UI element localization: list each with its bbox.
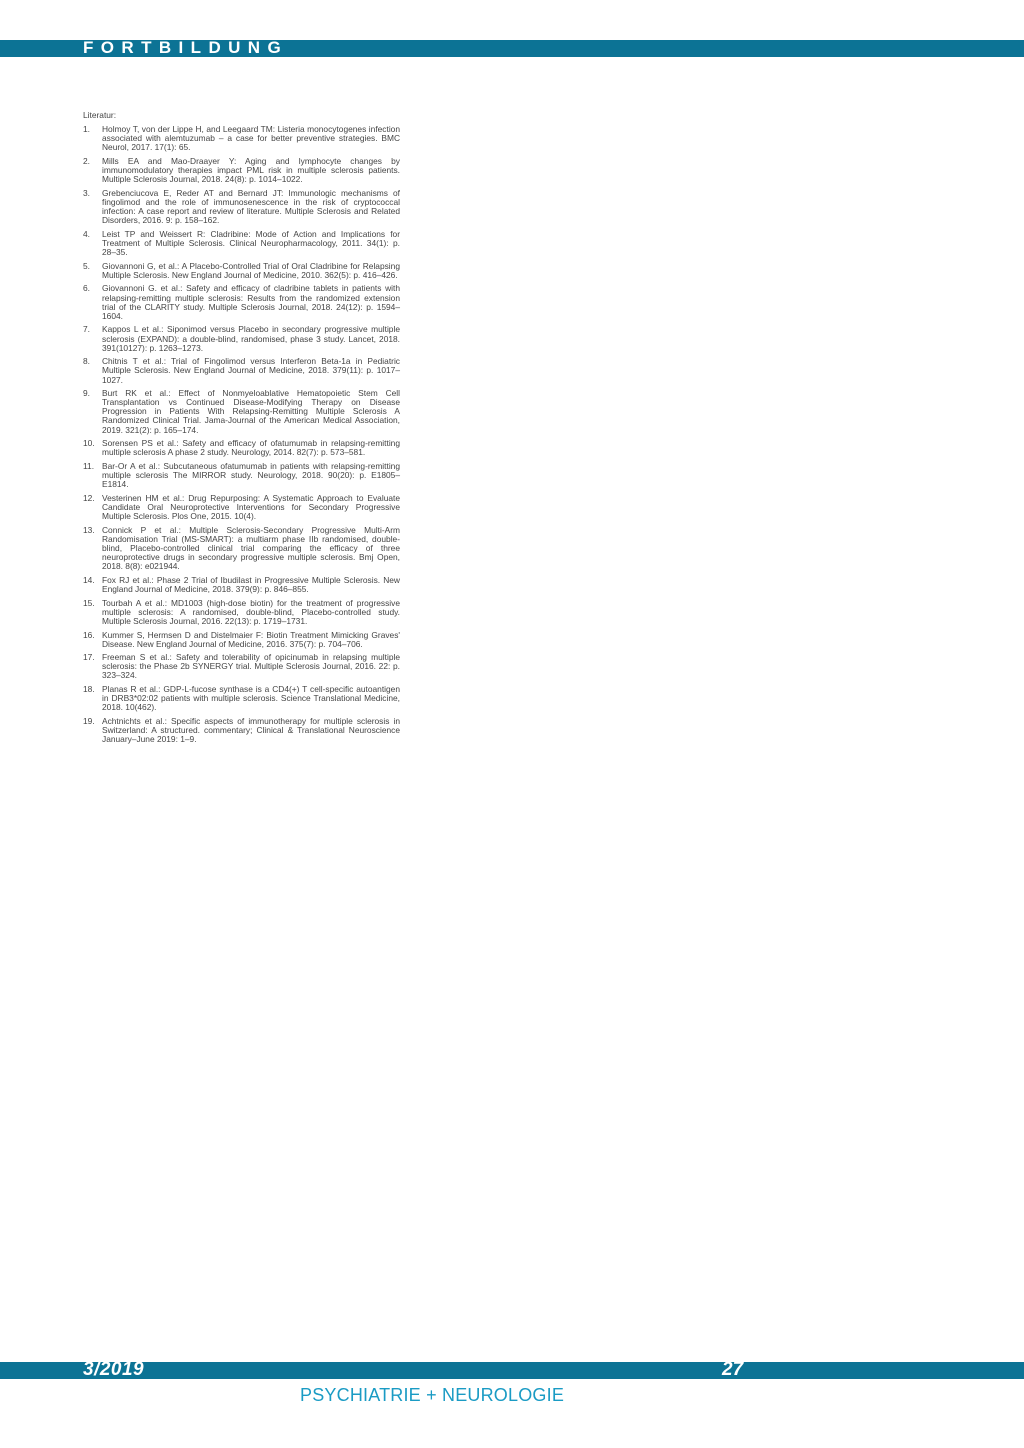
reference-text: Kummer S, Hermsen D and Distelmaier F: Biotin Treatment Mimicking Graves' Disease. New England Journal of Medicine, 2016. 375(7): p. 704–706. <box>102 629 400 649</box>
reference-text: Chitnis T et al.: Trial of Fingolimod versus Interferon Beta-1a in Pediatric Multiple Sclerosis. New England Journal of Medicine, 2018. 379(11): p. 1017–1027. <box>102 356 400 385</box>
reference-number: 14. <box>83 574 95 585</box>
reference-text: Tourbah A et al.: MD1003 (high-dose biotin) for the treatment of progressive multiple sclerosis: A randomised, double-blind, Placebo-controlled study. Multiple Sclerosis Journal, 2016. 22(13): p. 1719–1731. <box>102 597 400 626</box>
reference-item <box>83 189 400 225</box>
reference-item <box>83 717 400 744</box>
reference-number: 1. <box>83 124 90 135</box>
reference-item <box>83 325 400 352</box>
issue-number: 3/2019 <box>83 1359 145 1380</box>
reference-number: 18. <box>83 684 95 695</box>
reference-item <box>83 125 400 152</box>
reference-number: 3. <box>83 187 90 198</box>
reference-text: Achtnichts et al.: Specific aspects of immunotherapy for multiple sclerosis in Switzerland: A structured. commentary; Clinical & Translational Neuroscience January–June 2019: 1–9. <box>102 716 400 745</box>
reference-text: Leist TP and Weissert R: Cladribine: Mode of Action and Implications for Treatment of Multiple Sclerosis. Clinical Neuropharmacology, 2011. 34(1): p. 28–35. <box>102 228 400 257</box>
reference-number: 5. <box>83 260 90 271</box>
page-number: 27 <box>722 1359 744 1380</box>
reference-number: 10. <box>83 438 95 449</box>
reference-text: Mills EA and Mao-Draayer Y: Aging and lymphocyte changes by immunomodulatory therapies impact PML risk in multiple sclerosis patients. Multiple Sclerosis Journal, 2018. 24(8): p. 1014–1022. <box>102 155 400 185</box>
section-title: FORTBILDUNG <box>83 38 289 57</box>
reference-text: Connick P et al.: Multiple Sclerosis-Secondary Progressive Multi-Arm Randomisation Trial (MS-SMART): a multiarm phase IIb randomised, double-blind, Placebo-controlled clinical trial comparing the efficacy of three neuroprotective drugs in secondary progressive multiple sclerosis. Bmj Open, 2018. 8(8): e021944. <box>102 524 400 572</box>
reference-text: Freeman S et al.: Safety and tolerability of opicinumab in relapsing multiple sclerosis: the Phase 2b SYNERGY trial. Multiple Sclerosis Journal, 2016. 22: p. 323–324. <box>102 652 400 681</box>
reference-number: 8. <box>83 356 90 367</box>
reference-text: Sorensen PS et al.: Safety and efficacy of ofatumumab in relapsing-remitting multiple sclerosis A phase 2 study. Neurology, 2014. 82(7): p. 573–581. <box>102 438 400 458</box>
reference-text: Holmoy T, von der Lippe H, and Leegaard TM: Listeria monocytogenes infection associated with alemtuzumab – a case for better preventive strategies. BMC Neurol, 2017. 17(1): 65. <box>102 124 400 153</box>
reference-number: 13. <box>83 524 95 535</box>
reference-number: 2. <box>83 155 90 166</box>
reference-item <box>83 157 400 184</box>
reference-text: Giovannoni G. et al.: Safety and efficacy of cladribine tablets in patients with relapsing-remitting multiple sclerosis: Results from the randomized extension trial of the CLARITY study. Multiple Sclerosis Journal, 2018. 24(12): p. 1594–1604. <box>102 283 400 321</box>
reference-text: Grebenciucova E, Reder AT and Bernard JT: Immunologic mechanisms of fingolimod and the role of immunosenescence in the risk of cryptococcal infection: A case report and review of literature. Multiple Sclerosis and Related Disorders, 2016. 9: p. 158–162. <box>102 187 400 226</box>
reference-text: Vesterinen HM et al.: Drug Repurposing: A Systematic Approach to Evaluate Candidate Oral Neuroprotective Interventions for Secondary Progressive Multiple Sclerosis. Plos One, 2015. 10(4). <box>102 492 400 522</box>
reference-number: 4. <box>83 228 90 239</box>
reference-items <box>83 125 400 744</box>
reference-item <box>83 439 400 457</box>
reference-item <box>83 389 400 434</box>
reference-item <box>83 357 400 384</box>
reference-number: 11. <box>83 461 95 472</box>
reference-item <box>83 685 400 712</box>
reference-number: 6. <box>83 283 90 294</box>
reference-number: 15. <box>83 597 95 608</box>
reference-item <box>83 262 400 280</box>
reference-number: 9. <box>83 388 90 399</box>
reference-text: Kappos L et al.: Siponimod versus Placebo in secondary progressive multiple sclerosis (EXPAND): a double-blind, randomised, phase 3 study. Lancet, 2018. 391(10127): p. 1263–1273. <box>102 324 400 353</box>
reference-item <box>83 631 400 649</box>
reference-text: Bar-Or A et al.: Subcutaneous ofatumumab in patients with relapsing-remitting multiple sclerosis The MIRROR study. Neurology, 2018. 90(20): p. E1805–E1814. <box>102 461 400 490</box>
reference-item <box>83 653 400 680</box>
reference-number: 16. <box>83 629 95 640</box>
footer-bar <box>0 1362 1024 1379</box>
reference-item <box>83 526 400 571</box>
reference-text: Planas R et al.: GDP-L-fucose synthase is a CD4(+) T cell-specific autoantigen in DRB3*02:02 patients with multiple sclerosis. Science Translational Medicine, 2018. 10(462). <box>102 684 400 713</box>
reference-number: 7. <box>83 324 90 335</box>
reference-text: Giovannoni G, et al.: A Placebo-Controlled Trial of Oral Cladribine for Relapsing Multiple Sclerosis. New England Journal of Medicine, 2010. 362(5): p. 416–426. <box>102 260 400 280</box>
reference-number: 19. <box>83 716 95 727</box>
reference-item <box>83 576 400 594</box>
reference-item <box>83 462 400 489</box>
reference-item <box>83 284 400 320</box>
reference-item <box>83 494 400 521</box>
reference-number: 12. <box>83 492 95 503</box>
reference-item <box>83 230 400 257</box>
journal-name: PSYCHIATRIE + NEUROLOGIE <box>300 1385 565 1405</box>
reference-text: Fox RJ et al.: Phase 2 Trial of Ibudilast in Progressive Multiple Sclerosis. New England Journal of Medicine, 2018. 379(9): p. 846–855. <box>102 574 400 594</box>
reference-number: 17. <box>83 652 95 663</box>
reference-text: Burt RK et al.: Effect of Nonmyeloablative Hematopoietic Stem Cell Transplantation vs Continued Disease-Modifying Therapy on Disease Progression in Patients With Relapsing-Remitting Multiple Sclerosis A Randomized Clinical Trial. Jama-Journal of the American Medical Association, 2019. 321(2): p. 165–174. <box>102 388 400 435</box>
reference-item <box>83 599 400 626</box>
references-heading: Literatur: <box>83 110 117 120</box>
reference-list <box>83 111 400 749</box>
